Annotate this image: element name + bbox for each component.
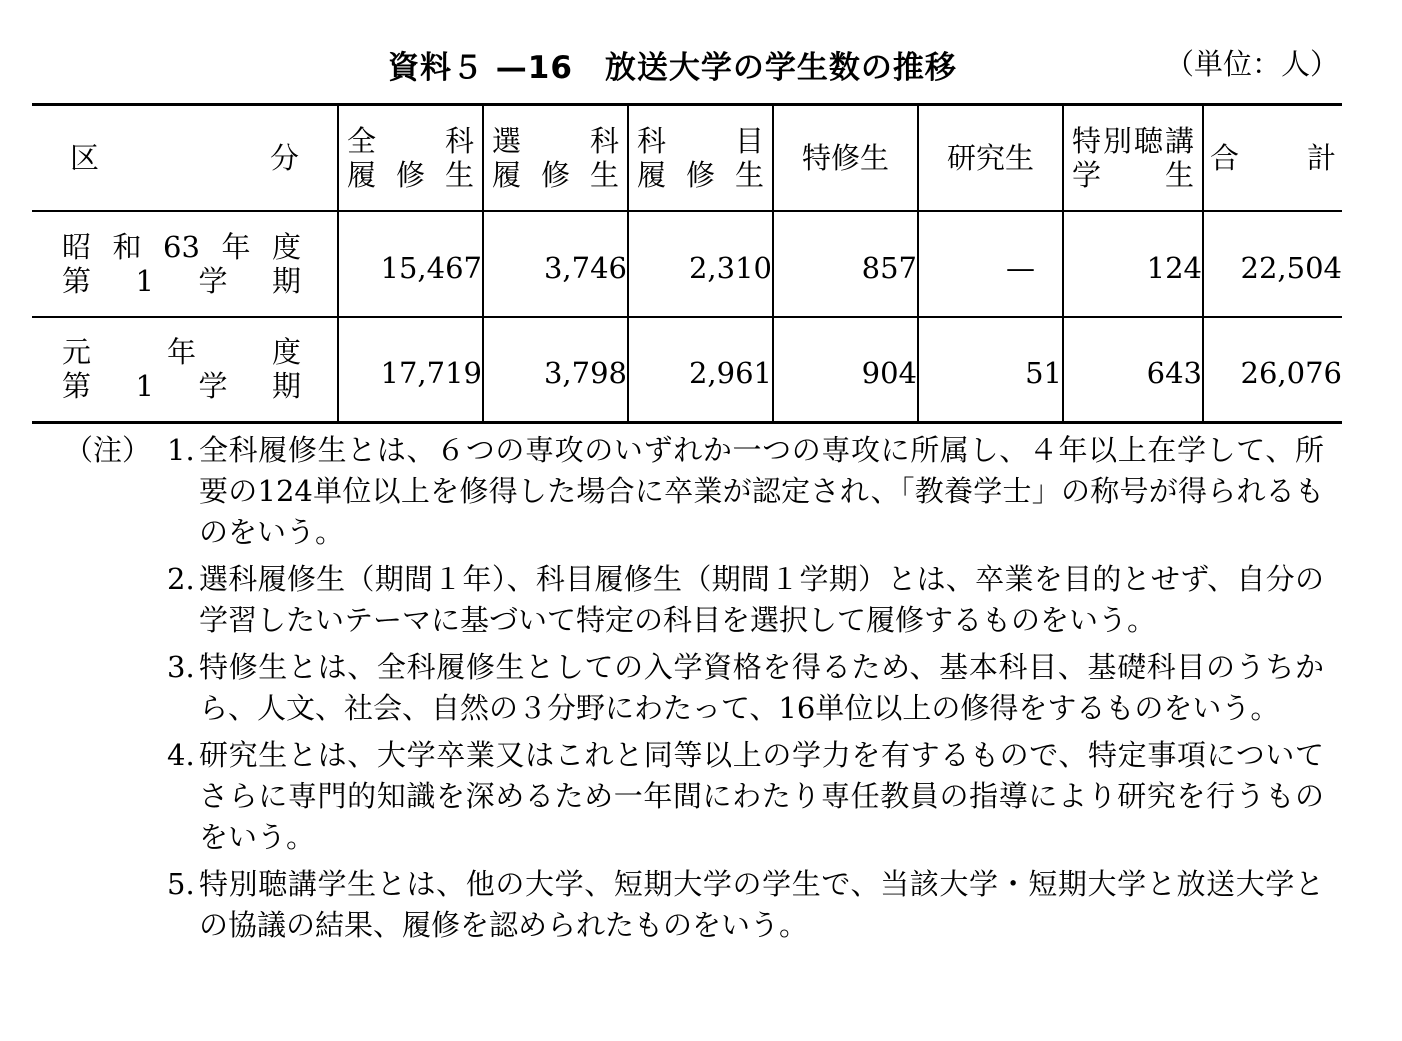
student-count-table <box>32 103 1342 424</box>
cell-full-course: 17,719 <box>338 317 483 423</box>
cell-special-course: 904 <box>773 317 918 423</box>
notes-heading: （注） <box>64 433 152 467</box>
header-full-course: 全科 履修生 <box>338 105 483 211</box>
cell-research: — <box>918 211 1063 317</box>
row-label: 元年度 第1学期 <box>62 335 301 404</box>
note-number: 4. <box>167 738 195 772</box>
note-text: 特修生とは、全科履修生としての入学資格を得るため、基本科目、基礎科目のうちから、人文、社会、自然の３分野にわたって、16単位以上の修得をするものをいう。 <box>199 650 1324 725</box>
header-total: 合計 <box>1203 105 1342 211</box>
note-number: 3. <box>167 650 195 684</box>
header-elective: 選科 履修生 <box>483 105 628 211</box>
table-header-row <box>32 105 1342 211</box>
row-label: 昭和63年度 第1学期 <box>62 229 301 298</box>
cell-subject: 2,961 <box>628 317 773 423</box>
note-text: 全科履修生とは、６つの専攻のいずれか一つの専攻に所属し、４年以上在学して、所要の124単位以上を修得した場合に卒業が認定され、「教養学士」の称号が得られるものをいう。 <box>199 433 1324 549</box>
header-subject: 科目 履修生 <box>628 105 773 211</box>
document-title: 資料５ —16 放送大学の学生数の推移 <box>388 50 957 86</box>
cell-elective: 3,746 <box>483 211 628 317</box>
notes-section <box>64 430 1324 952</box>
note-item <box>64 864 1324 946</box>
cell-research: 51 <box>918 317 1063 423</box>
cell-special-auditing: 643 <box>1063 317 1203 423</box>
note-item <box>64 647 1324 729</box>
table-row <box>32 317 1342 423</box>
cell-elective: 3,798 <box>483 317 628 423</box>
table-row <box>32 211 1342 317</box>
cell-full-course: 15,467 <box>338 211 483 317</box>
unit-label: （単位：人） <box>1165 47 1340 81</box>
note-item <box>64 559 1324 641</box>
header-research: 研究生 <box>918 105 1063 211</box>
cell-special-auditing: 124 <box>1063 211 1203 317</box>
note-text: 特別聴講学生とは、他の大学、短期大学の学生で、当該大学・短期大学と放送大学との協議の結果、履修を認められたものをいう。 <box>199 867 1324 942</box>
cell-subject: 2,310 <box>628 211 773 317</box>
cell-total: 26,076 <box>1203 317 1342 423</box>
note-number: 2. <box>167 562 195 596</box>
note-item <box>64 735 1324 858</box>
note-item <box>64 430 1324 553</box>
header-category: 区分 <box>70 140 299 175</box>
note-number: 1. <box>167 433 195 467</box>
note-number: 5. <box>167 867 195 901</box>
note-text: 研究生とは、大学卒業又はこれと同等以上の学力を有するもので、特定事項についてさらに専門的知識を深めるため一年間にわたり専任教員の指導により研究を行うものをいう。 <box>199 738 1324 854</box>
cell-special-course: 857 <box>773 211 918 317</box>
cell-total: 22,504 <box>1203 211 1342 317</box>
note-text: 選科履修生（期間１年）、科目履修生（期間１学期）とは、卒業を目的とせず、自分の学習したいテーマに基づいて特定の科目を選択して履修するものをいう。 <box>199 562 1324 637</box>
header-special-course: 特修生 <box>773 105 918 211</box>
header-special-auditing: 特別聴講 学生 <box>1063 105 1203 211</box>
